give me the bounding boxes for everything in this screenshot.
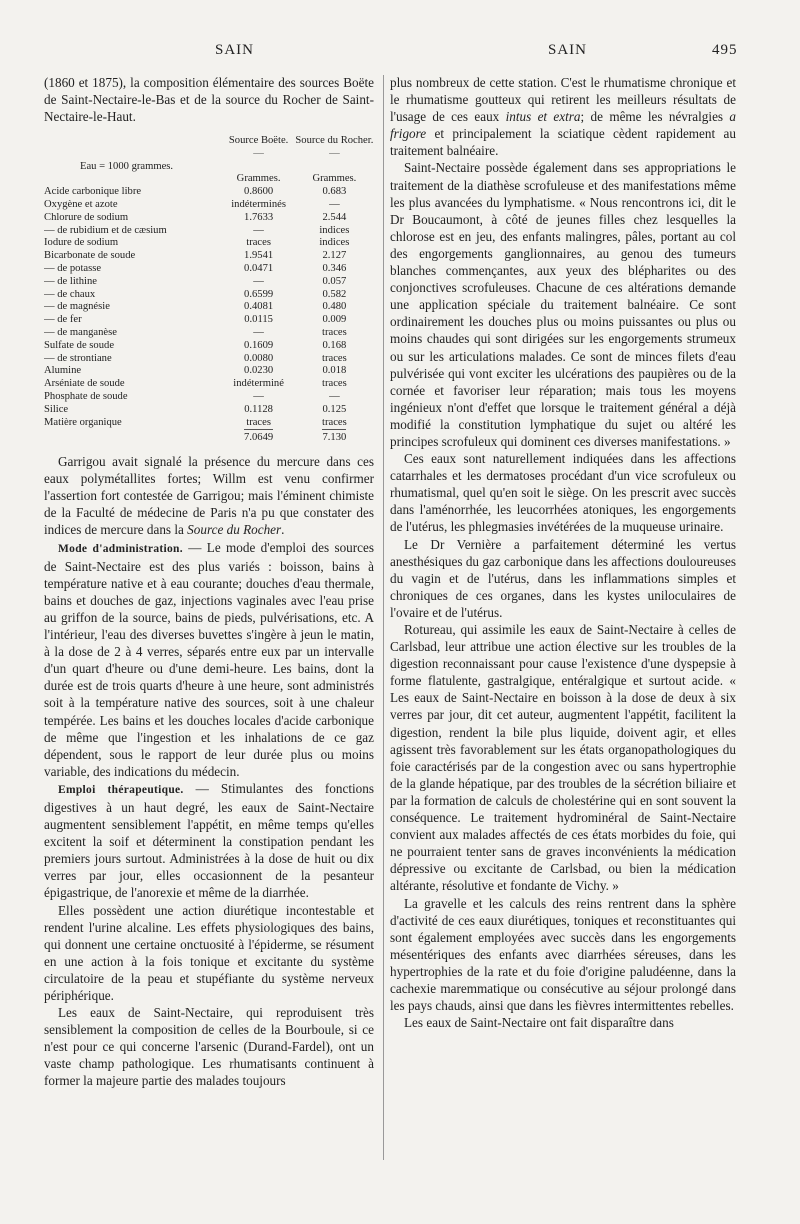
substance-label: Phosphate de soude: [44, 390, 128, 402]
column-divider: [383, 75, 384, 1160]
substance-label: Acide carbonique libre: [44, 186, 142, 198]
unit-label-b: Grammes.: [312, 173, 357, 185]
composition-row: [44, 314, 374, 327]
value-rocher: indices: [319, 237, 350, 249]
substance-label: Matière organique: [44, 416, 122, 428]
substance-label: Bicarbonate de soude: [44, 250, 136, 262]
mode-paragraph: Mode d'administration. — Le mode d'emploi des sources de Saint-Nectaire est des plus variés : boisson, bains à température native et à eau courante; douches d'eau thermale, bains et douches de gaz, injections vaginales avec l'eau prise au griffon de la source, bains de pieds, pulvérisations, etc. A l'intérieur, l'eau des diverses buvettes s'ingère à jeun le matin, à la dose de 2 à 4 verres, séparés entre eux par un intervalle d'un quart d'heure ou d'une demi-heure. Les bains, dont la durée est de trois quarts d'heure à une heure, sont administrés soit à la température native des sources, soit à une chaleur tempérée. Les bains et les douches locales d'acide carbonique de même que l'ingestion et les inhalations de ce gaz dépendent, sous le rapport de leur durée plus ou moins variable, des indications du médecin.: [44, 539, 374, 779]
substance-label: — de lithine: [44, 275, 97, 287]
substance-label: — de potasse: [44, 262, 102, 274]
composition-row: [44, 186, 374, 199]
value-boete: —: [253, 390, 264, 402]
composition-rows: [44, 186, 374, 429]
header-left-title: SAIN: [215, 42, 255, 58]
substance-label: Sulfate de soude: [44, 339, 115, 351]
value-boete: 0.8600: [244, 186, 274, 198]
rotureau-paragraph: Rotureau, qui assimile les eaux de Saint-Nectaire à celles de Carlsbad, leur attribue une action élective sur les troubles de la digestion reconnaissant pour cause l'existence d'une dyspepsie à forme flatulente, gastralgique, entéralgique et surtout acide. « Les eaux de Saint-Nectaire en boisson à la dose de deux à six verres par jour, dit cet auteur, augmentent l'appétit, facilitent la digestion, rendent la bile plus liquide, doivent agir, et elles agissent très favorablement sur les états organopathologiques du foie caractérisés par de la congestion avec ou sans hypertrophie de la glande hépatique, par des troubles de la sécrétion biliaire et par la formation de calculs de cholestérine qui en sont souvent la conséquence. Le traitement hydrominéral de Saint-Nectaire convient aux malades affectés de ces états morbides du foie, qui ne pourraient tenter sans de graves inconvénients la médication dépressive ou excitante de Carlsbad, ou bien la médication altérante, résolutive et fondante de Vichy. »: [390, 622, 736, 894]
scrofule-paragraph: Saint-Nectaire possède également dans ses appropriations le traitement de la diathèse scrofuleuse et des manifestations même les plus avancées du lymphatisme. « Nous rencontrons ici, dit le Dr Boucaumont, à côté de jeunes filles chez lesquelles la chlorose est en jeu, des enfants malingres, pâles, portant au col des engorgements ganglionnaires, au genou des tumeurs blanches commençantes, aux yeux des blépharites ou des conjonctives scrofuleuses. Chacune de ces altérations demande une application spéciale du traitement balnéaire. Ce sont ordinairement les douches plus ou moins puissantes ou plus ou moins chaudes qui sont dirigées sur les engorgements strumeux ou sur les articulations malades. Ce sont de minces filets d'eau pulvérisée qui vont exciter les ulcérations des paupières ou de la cornée et favoriser leur réparation; mais tous les moyens ingénieux n'ont d'effet que lorsque le traitement général a déjà modifié la constitution lymphatique du sujet ou altéré les principes scrofuleux qui dominent ces diverses manifestations. »: [390, 160, 736, 449]
substance-label: Alumine: [44, 365, 82, 377]
substance-label: — de strontiane: [44, 352, 112, 364]
substance-label: Chlorure de sodium: [44, 211, 129, 223]
value-boete: 0.0115: [244, 314, 273, 326]
value-rocher: 0.683: [322, 186, 347, 198]
value-rocher: 2.127: [322, 250, 347, 262]
composition-row: [44, 327, 374, 340]
substance-label: Silice: [44, 403, 69, 415]
value-rocher: 0.018: [322, 365, 347, 377]
value-boete: traces: [246, 237, 271, 249]
composition-row: [44, 250, 374, 263]
value-boete: —: [253, 275, 264, 287]
composition-table: Source Boëte. Source du Rocher. — — Eau = 1000 grammes. Grammes. Grammes. Acide carbonique libre 0.8600 0.683 Oxygène et azote indéterminés — Chlorure de sodium 1.7633 2.544 — de rubidium et de cæsium — indices Iodure de sodium traces indices Bicarbonate de soude 1.9541 2.127 — de potasse 0.0471 0.346 — de lithine — 0.057 — de chaux 0.6599 0.582 — de magnésie 0.4081 0.480 — de fer 0.0115 0.009 — de manganèse — traces Sulfate de soude 0.1609 0.168 — de strontiane 0.0080 traces Alumine 0.0230 0.018 Arséniate de soude indéterminé traces Phosphate de soude — — Silice 0.1128 0.125 Matière organique traces traces 7.0649 7.130: [44, 135, 374, 444]
rhumatisme-paragraph: plus nombreux de cette station. C'est le rhumatisme chronique et le rhumatisme goutteux qui retirent les meilleurs résultats de l'usage de ces eaux intus et extra; de même les névralgies a frigore et principalement la sciatique cèdent rapidement au traitement balnéaire.: [390, 75, 736, 159]
section-heading-mode: Mode d'administration.: [58, 542, 183, 555]
diuretic-paragraph: Elles possèdent une action diurétique incontestable et rendent l'urine alcaline. Les effets physiologiques des bains, qui donnent une certaine onctuosité à l'épiderme, se résument en une action à la fois tonique et excitante du système circulatoire de la peau et stupéfiante du système nerveux périphérique.: [44, 902, 374, 1004]
composition-row: [44, 378, 374, 391]
composition-row: [44, 263, 374, 276]
table-caption: Eau = 1000 grammes.: [80, 160, 174, 172]
value-rocher: traces: [322, 352, 347, 364]
composition-row: [44, 212, 374, 225]
emploi-paragraph: Emploi thérapeutique. — Stimulantes des fonctions digestives à un haut degré, les eaux de Saint-Nectaire augmentent sensiblement l'appétit, en même temps qu'elles excitent la soif et déterminent la constipation pendant les premiers jours surtout. Administrées à la dose de huit ou dix verres par jour, elles occasionnent de la pesanteur épigastrique, de l'anorexie et même de la diarrhée.: [44, 780, 374, 901]
value-boete: —: [253, 326, 264, 338]
gravelle-paragraph: La gravelle et les calculs des reins rentrent dans la sphère d'activité de ces eaux diurétiques, toniques et reconstituantes qui sont également employées avec succès dans les engorgements mésentériques des enfants avec diarrhées séreuses, dans les hypertrophies de la rate et du foie d'origine paludéenne, dans la cachexie maremmatique ou consécutive au séjour prolongé dans les pays chauds, ainsi que dans les fièvres intermittentes rebelles.: [390, 895, 736, 1014]
intro-paragraph: (1860 et 1875), la composition élémentaire des sources Boëte de Saint-Nectaire-le-Bas et de la source du Rocher de Saint-Nectaire-le-Haut.: [44, 75, 374, 125]
value-rocher: traces: [322, 378, 347, 390]
closing-paragraph: Les eaux de Saint-Nectaire ont fait disparaître dans: [404, 1015, 674, 1031]
value-boete: 0.6599: [244, 288, 274, 300]
value-rocher: 0.057: [322, 275, 347, 287]
value-boete: —: [253, 224, 264, 236]
total-boete: 7.0649: [244, 429, 273, 445]
value-rocher: 0.168: [322, 339, 347, 351]
substance-label: Iodure de sodium: [44, 237, 119, 249]
value-rocher: 0.480: [322, 301, 347, 313]
composition-row: [44, 276, 374, 289]
value-rocher: traces: [322, 326, 347, 338]
value-boete: 0.1128: [244, 403, 273, 415]
value-rocher: 2.544: [322, 211, 347, 223]
value-boete: indéterminés: [231, 198, 286, 210]
col-header-boete: Source Boëte.: [228, 135, 289, 147]
composition-row: [44, 225, 374, 238]
composition-row: [44, 340, 374, 353]
value-boete: traces: [246, 416, 271, 428]
garrigou-paragraph: Garrigou avait signalé la présence du mercure dans ces eaux polymétallites fortes; Willm est venu confirmer l'assertion fort contestée de Garrigou; mais l'éminent chimiste de la Faculté de médecine de Paris n'a pu que constater des indices de mercure dans la Source du Rocher.: [44, 454, 374, 538]
value-rocher: indices: [319, 224, 350, 236]
substance-label: — de rubidium et de cæsium: [44, 224, 167, 236]
value-boete: 0.1609: [244, 339, 274, 351]
composition-row: [44, 199, 374, 212]
value-boete: 1.7633: [244, 211, 274, 223]
composition-row: [44, 301, 374, 314]
value-rocher: traces: [322, 416, 347, 428]
unit-label-a: Grammes.: [236, 173, 281, 185]
composition-row: [44, 365, 374, 378]
value-boete: 0.0471: [244, 262, 274, 274]
catarrhales-paragraph: Ces eaux sont naturellement indiquées dans les affections catarrhales et les dermatoses procédant d'un vice scrofuleux ou rhumatismal, quel qu'en soit le siège. On les prescrit avec succès dans l'aménorrhée, les leucorrhées atoniques, les engorgements de l'utérus, les phlegmasies invétérées de la muqueuse urinaire.: [390, 451, 736, 535]
value-rocher: —: [329, 198, 340, 210]
composition-row: [44, 404, 374, 417]
composition-row: [44, 289, 374, 302]
substance-label: — de chaux: [44, 288, 96, 300]
substance-label: — de fer: [44, 314, 82, 326]
value-boete: 1.9541: [244, 250, 274, 262]
substance-label: — de manganèse: [44, 326, 117, 338]
value-rocher: 0.125: [322, 403, 347, 415]
value-boete: indéterminé: [233, 378, 284, 390]
value-rocher: 0.582: [322, 288, 347, 300]
running-header: [0, 42, 800, 66]
value-boete: 0.0080: [244, 352, 274, 364]
value-boete: 0.4081: [244, 301, 274, 313]
bourboule-paragraph: Les eaux de Saint-Nectaire, qui reproduisent très sensiblement la composition de celles de la Bourboule, si ce n'est pour ce qui concerne l'arsenic (Durand-Fardel), ont un vaste champ pathologique. Les rhumatisants continuent à former la majeure partie des malades toujours: [44, 1005, 374, 1089]
section-heading-emploi: Emploi thérapeutique.: [58, 783, 184, 796]
value-boete: 0.0230: [244, 365, 274, 377]
composition-row: [44, 353, 374, 366]
substance-label: Arséniate de soude: [44, 378, 125, 390]
substance-label: Oxygène et azote: [44, 198, 118, 210]
source-name: Source du Rocher: [187, 522, 282, 538]
right-column: [390, 74, 736, 1031]
composition-row: [44, 391, 374, 404]
left-column: [44, 74, 374, 1090]
value-rocher: 0.346: [322, 262, 347, 274]
substance-label: — de magnésie: [44, 301, 110, 313]
value-rocher: 0.009: [322, 314, 347, 326]
composition-row: [44, 417, 374, 430]
value-rocher: —: [329, 390, 340, 402]
composition-row: [44, 237, 374, 250]
col-header-rocher: Source du Rocher.: [295, 135, 374, 147]
verniere-paragraph: Le Dr Vernière a parfaitement déterminé les vertus anesthésiques du gaz carbonique dans les affections douloureuses du vagin et de l'utérus, dans les inflammations simples et chroniques de ces organes, dans les kystes uniloculaires de l'ovaire et de l'utérus.: [390, 536, 736, 620]
page-number: 495: [712, 42, 738, 58]
header-right-title: SAIN: [548, 42, 588, 58]
total-rocher: 7.130: [322, 429, 346, 445]
